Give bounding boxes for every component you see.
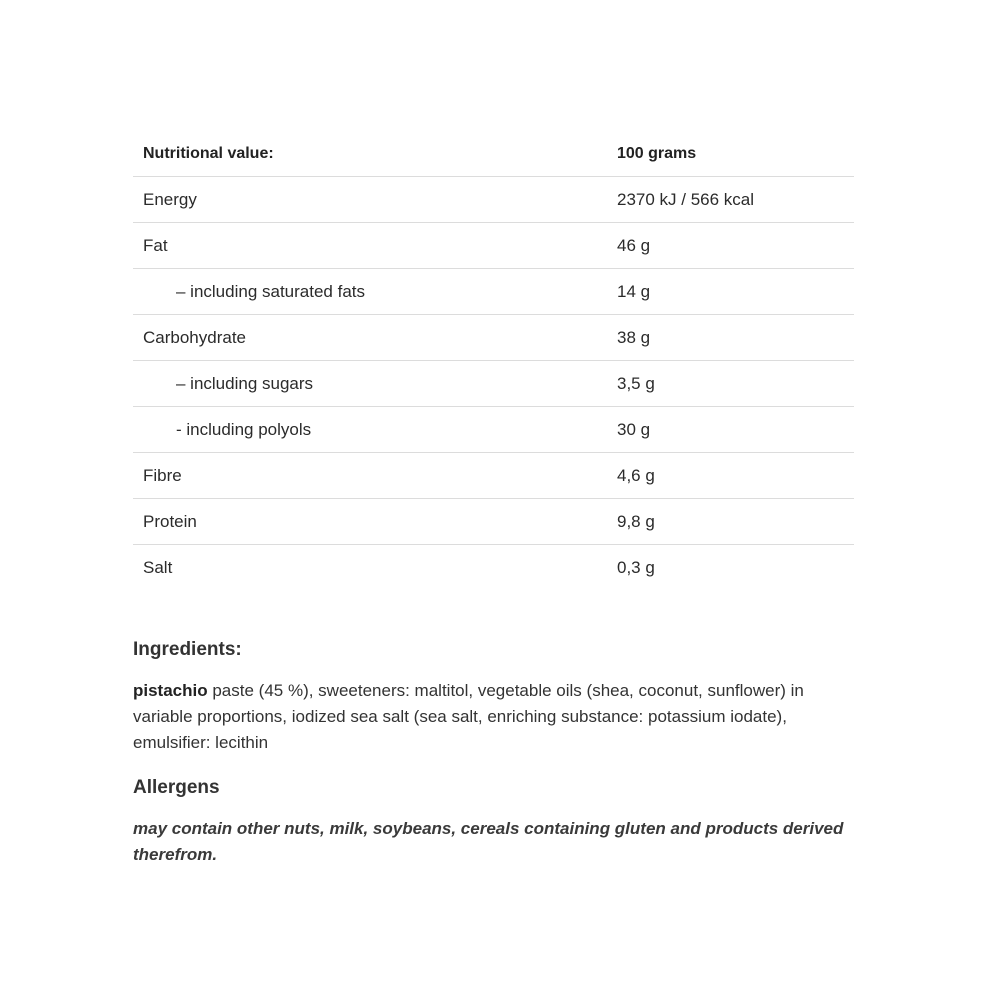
table-row: [133, 407, 854, 453]
nutrient-name-protein: Protein: [133, 499, 607, 545]
table-row: [133, 223, 854, 269]
table-row: [133, 315, 854, 361]
nutrition-header-name: Nutritional value:: [133, 132, 607, 177]
nutrient-value-sugars: 3,5 g: [607, 361, 854, 407]
nutrient-name-sugars: – including sugars: [133, 361, 607, 407]
table-row: [133, 453, 854, 499]
table-row: [133, 499, 854, 545]
nutrient-value-fat: 46 g: [607, 223, 854, 269]
nutrient-value-polyols: 30 g: [607, 407, 854, 453]
allergens-title: Allergens: [133, 777, 220, 798]
nutrition-header-value: 100 grams: [607, 132, 854, 177]
allergens-text: may contain other nuts, milk, soybeans, cereals containing gluten and products derived therefrom.: [133, 819, 844, 864]
nutrient-name-fibre: Fibre: [133, 453, 607, 499]
table-row: [133, 177, 854, 223]
nutrient-name-saturated-fats: – including saturated fats: [133, 269, 607, 315]
product-info: [133, 132, 854, 868]
nutrient-value-carbohydrate: 38 g: [607, 315, 854, 361]
nutrition-header-row: [133, 132, 854, 177]
nutrient-value-salt: 0,3 g: [617, 557, 655, 577]
nutrient-name-fat: Fat: [133, 223, 607, 269]
nutrient-value-protein: 9,8 g: [607, 499, 854, 545]
nutrient-value-energy: 2370 kJ / 566 kcal: [607, 177, 854, 223]
nutrient-name-salt: Salt: [143, 557, 173, 577]
nutrient-name-polyols: - including polyols: [133, 407, 607, 453]
nutrient-value-saturated-fats: 14 g: [607, 269, 854, 315]
table-row: [133, 361, 854, 407]
nutrition-table: [133, 132, 854, 590]
nutrient-name-energy: Energy: [133, 177, 607, 223]
table-row: [133, 269, 854, 315]
table-row: [133, 545, 854, 591]
ingredients-title: Ingredients:: [133, 639, 242, 660]
nutrient-name-carbohydrate: Carbohydrate: [133, 315, 607, 361]
ingredients-highlight: pistachio: [133, 681, 208, 700]
ingredients-body: paste (45 %), sweeteners: maltitol, vegetable oils (shea, coconut, sunflower) in variable proportions, iodized sea salt (sea salt, enriching substance: potassium iodate), emulsifier: lecithin: [133, 681, 804, 752]
nutrient-value-fibre: 4,6 g: [607, 453, 854, 499]
ingredients-text: [133, 678, 854, 756]
